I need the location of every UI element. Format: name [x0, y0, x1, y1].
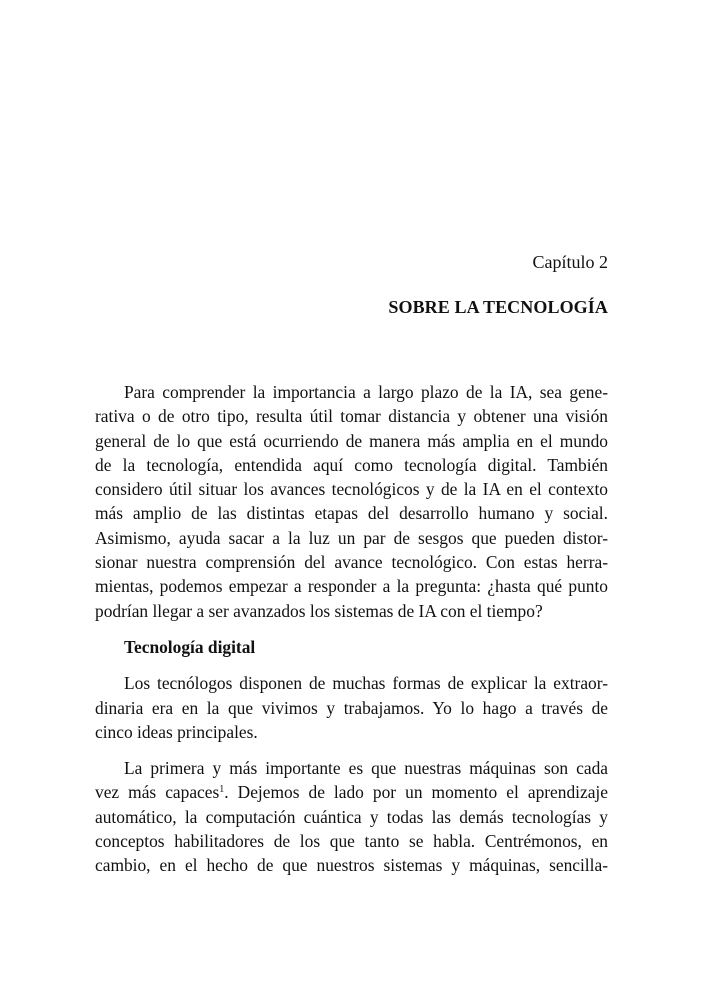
book-page — [95, 0, 608, 1003]
chapter-label: Capítulo 2 — [532, 252, 608, 272]
paragraph-gap — [95, 623, 608, 635]
body-text — [95, 380, 608, 878]
chapter-title: SOBRE LA TECNOLOGÍA — [388, 297, 608, 317]
paragraph-line: conceptos habilitadores de los que tanto se habla. Centrémonos, en — [95, 831, 608, 852]
section-heading: Tecnología digital — [124, 636, 256, 657]
paragraph-line: cambio, en el hecho de que nuestros sistemas y máquinas, sencilla- — [95, 855, 608, 876]
paragraph-line: La primera y más importante es que nuestras máquinas son cada — [124, 758, 608, 779]
line-text: . Dejemos de lado por un momento el aprendizaje — [224, 782, 608, 803]
paragraph-line: dinaria era en la que vivimos y trabajamos. Yo lo hago a través de — [95, 697, 608, 718]
paragraph-line: Asimismo, ayuda sacar a la luz un par de sesgos que pueden distor- — [95, 527, 608, 548]
paragraph-line: considero útil situar los avances tecnológicos y de la IA en el contexto — [95, 479, 608, 500]
paragraph-line: cinco ideas principales. — [95, 721, 258, 742]
paragraph-intro — [95, 380, 608, 623]
paragraph-line: automático, la computación cuántica y todas las demás tecnologías y — [95, 806, 608, 827]
paragraph-line — [95, 780, 608, 804]
paragraph-line: Para comprender la importancia a largo plazo de la IA, sea gene- — [124, 382, 608, 402]
paragraph-digital-tech — [95, 671, 608, 744]
paragraph-line: rativa o de otro tipo, resulta útil tomar distancia y obtener una visión — [95, 406, 608, 427]
paragraph-line: más amplio de las distintas etapas del desarrollo humano y social. — [95, 503, 608, 524]
paragraph-gap — [95, 744, 608, 756]
footnote-marker[interactable]: 1 — [219, 784, 225, 796]
paragraph-line: general de lo que está ocurriendo de manera más amplia en el mundo — [95, 430, 608, 451]
paragraph-gap — [95, 659, 608, 671]
paragraph-line: sionar nuestra comprensión del avance tecnológico. Con estas herra- — [95, 552, 608, 573]
paragraph-line: de la tecnología, entendida aquí como tecnología digital. También — [95, 454, 608, 475]
paragraph-line: podrían llegar a ser avanzados los sistemas de IA con el tiempo? — [95, 600, 543, 621]
paragraph-line: Los tecnólogos disponen de muchas formas de explicar la extraor- — [124, 673, 608, 694]
paragraph-line: mientas, podemos empezar a responder a la pregunta: ¿hasta qué punto — [95, 576, 608, 597]
paragraph-first-idea — [95, 756, 608, 877]
line-text: vez más capaces — [95, 782, 220, 803]
